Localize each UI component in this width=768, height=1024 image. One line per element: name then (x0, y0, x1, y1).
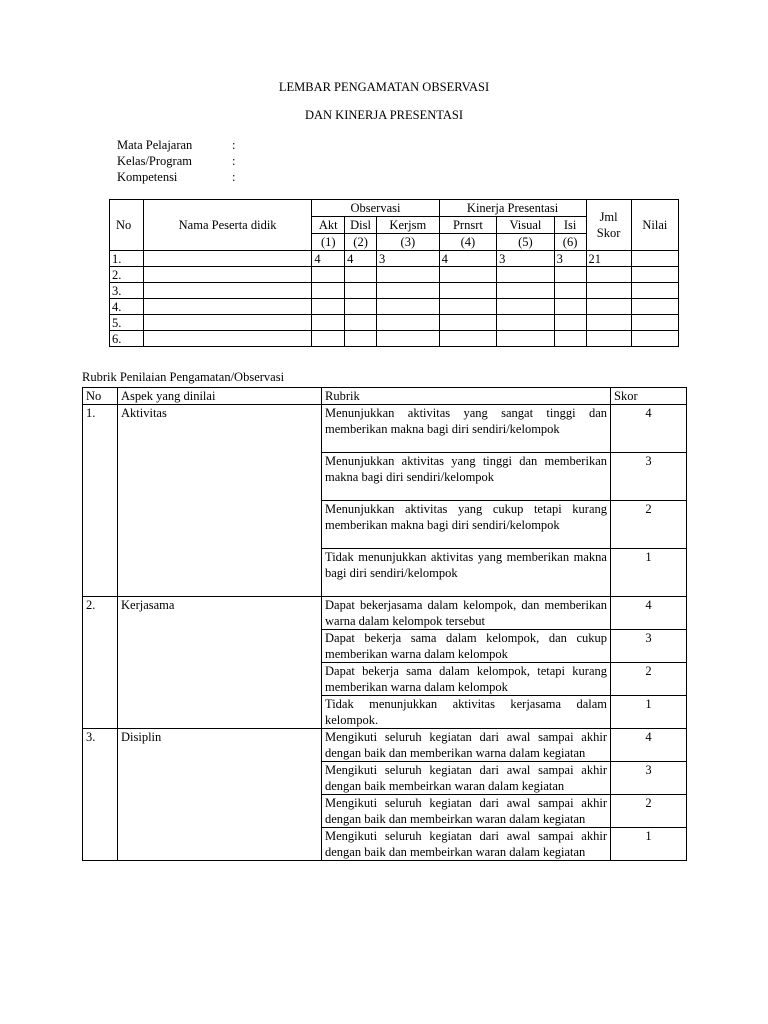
sub-disl: Disl (345, 217, 377, 234)
row-value: 3 (497, 251, 555, 267)
meta-kelas-program (117, 154, 235, 169)
col-jml-skor-header (586, 200, 631, 251)
rubric-skor: 3 (611, 762, 687, 795)
row-value (345, 299, 377, 315)
row-name (143, 267, 311, 283)
rubric-group-aspek: Disiplin (118, 729, 322, 861)
rubric-skor: 3 (611, 630, 687, 663)
row-value: 3 (554, 251, 586, 267)
document-title: LEMBAR PENGAMATAN OBSERVASI (278, 80, 490, 94)
rubric-text: Tidak menunjukkan aktivitas yang memberikan makna bagi diri sendiri/kelompok (322, 549, 611, 597)
observation-header-row (110, 200, 679, 217)
table-row (110, 267, 679, 283)
row-name (143, 315, 311, 331)
rubric-group-aspek: Kerjasama (118, 597, 322, 729)
meta-separator: : (232, 138, 236, 152)
meta-label: Kelas/Program (117, 154, 192, 168)
row-nilai (631, 283, 678, 299)
group-observasi-header: Observasi (312, 200, 439, 217)
rubric-text: Tidak menunjukkan aktivitas kerjasama dalam kelompok. (322, 696, 611, 729)
row-value (312, 299, 345, 315)
row-value (497, 331, 555, 347)
row-value (439, 299, 497, 315)
rubric-text: Mengikuti seluruh kegiatan dari awal sampai akhir dengan baik dan membeirkan waran dalam kegiatan (322, 795, 611, 828)
row-jml (586, 267, 631, 283)
meta-separator: : (232, 154, 236, 168)
rubric-col-no: No (83, 388, 118, 405)
row-nilai (631, 251, 678, 267)
row-value (312, 331, 345, 347)
rubric-skor: 1 (611, 696, 687, 729)
row-value (554, 283, 586, 299)
row-value (554, 267, 586, 283)
rubric-skor: 4 (611, 405, 687, 453)
meta-separator: : (232, 170, 236, 184)
table-row (110, 331, 679, 347)
table-row (110, 283, 679, 299)
rubric-col-aspek: Aspek yang dinilai (118, 388, 322, 405)
row-name (143, 251, 311, 267)
rubric-table (82, 387, 687, 861)
rubric-skor: 2 (611, 795, 687, 828)
row-value: 4 (312, 251, 345, 267)
document-subtitle: DAN KINERJA PRESENTASI (304, 108, 464, 122)
sub-kerjsm: Kerjsm (377, 217, 440, 234)
row-jml: 21 (586, 251, 631, 267)
row-value (377, 299, 440, 315)
row-nilai (631, 267, 678, 283)
row-name (143, 331, 311, 347)
rubric-header-row (83, 388, 687, 405)
row-value (345, 315, 377, 331)
row-value (497, 315, 555, 331)
row-value (312, 283, 345, 299)
row-nilai (631, 331, 678, 347)
rubric-skor: 4 (611, 597, 687, 630)
sub-num: (4) (439, 234, 497, 251)
rubric-col-rubrik: Rubrik (322, 388, 611, 405)
sub-num: (1) (312, 234, 345, 251)
rubric-text: Mengikuti seluruh kegiatan dari awal sampai akhir dengan baik dan membeirkan waran dalam kegiatan (322, 828, 611, 861)
sub-isi: Isi (554, 217, 586, 234)
row-value (554, 299, 586, 315)
col-no-header: No (110, 200, 144, 251)
row-value (377, 331, 440, 347)
rubric-text: Mengikuti seluruh kegiatan dari awal sampai akhir dengan baik membeirkan waran dalam kegiatan (322, 762, 611, 795)
skor-label: Skor (596, 226, 621, 240)
rubric-text: Dapat bekerja sama dalam kelompok, dan cukup memberikan warna dalam kelompok (322, 630, 611, 663)
rubric-text: Mengikuti seluruh kegiatan dari awal sampai akhir dengan baik dan memberikan warna dalam kegiatan (322, 729, 611, 762)
rubric-skor: 3 (611, 453, 687, 501)
row-jml (586, 299, 631, 315)
row-nilai (631, 315, 678, 331)
row-value (439, 283, 497, 299)
row-name (143, 299, 311, 315)
rubric-skor: 2 (611, 501, 687, 549)
rubric-text: Menunjukkan aktivitas yang sangat tinggi dan memberikan makna bagi diri sendiri/kelompok (322, 405, 611, 453)
row-value (497, 283, 555, 299)
row-no: 2. (110, 267, 144, 283)
sub-visual: Visual (497, 217, 555, 234)
jml-label: Jml (599, 210, 618, 224)
table-row (110, 251, 679, 267)
row-value (377, 283, 440, 299)
row-no: 5. (110, 315, 144, 331)
row-value (312, 315, 345, 331)
row-value (345, 283, 377, 299)
row-nilai (631, 299, 678, 315)
observation-table (109, 199, 679, 347)
rubric-group-no: 1. (83, 405, 118, 597)
meta-label: Mata Pelajaran (117, 138, 193, 152)
group-kinerja-header: Kinerja Presentasi (439, 200, 586, 217)
row-no: 6. (110, 331, 144, 347)
table-row (110, 315, 679, 331)
rubric-skor: 1 (611, 828, 687, 861)
sub-num: (3) (377, 234, 440, 251)
meta-kompetensi (117, 170, 235, 185)
rubric-group-no: 3. (83, 729, 118, 861)
row-value: 3 (377, 251, 440, 267)
rubric-skor: 1 (611, 549, 687, 597)
row-name (143, 283, 311, 299)
table-row (83, 405, 687, 453)
col-nilai-header: Nilai (631, 200, 678, 251)
table-row (83, 729, 687, 762)
row-value (439, 267, 497, 283)
meta-mata-pelajaran (117, 138, 235, 153)
row-jml (586, 331, 631, 347)
meta-label: Kompetensi (117, 170, 178, 184)
row-value (554, 315, 586, 331)
rubric-text: Dapat bekerja sama dalam kelompok, tetapi kurang memberikan warna dalam kelompok (322, 663, 611, 696)
row-value (377, 267, 440, 283)
row-value (497, 267, 555, 283)
rubric-skor: 4 (611, 729, 687, 762)
table-row (110, 299, 679, 315)
col-name-header: Nama Peserta didik (143, 200, 311, 251)
rubric-text: Menunjukkan aktivitas yang cukup tetapi kurang memberikan makna bagi diri sendiri/kelompok (322, 501, 611, 549)
rubric-skor: 2 (611, 663, 687, 696)
row-jml (586, 283, 631, 299)
row-value: 4 (439, 251, 497, 267)
sub-num: (5) (497, 234, 555, 251)
sub-prnsrt: Prnsrt (439, 217, 497, 234)
rubric-group-aspek: Aktivitas (118, 405, 322, 597)
row-no: 3. (110, 283, 144, 299)
row-value (497, 299, 555, 315)
row-jml (586, 315, 631, 331)
row-value (554, 331, 586, 347)
rubric-text: Dapat bekerjasama dalam kelompok, dan memberikan warna dalam kelompok tersebut (322, 597, 611, 630)
row-value (345, 267, 377, 283)
row-no: 4. (110, 299, 144, 315)
table-row (83, 597, 687, 630)
row-value (439, 331, 497, 347)
sub-akt: Akt (312, 217, 345, 234)
rubric-col-skor: Skor (611, 388, 687, 405)
row-value: 4 (345, 251, 377, 267)
row-value (345, 331, 377, 347)
row-value (312, 267, 345, 283)
row-no: 1. (110, 251, 144, 267)
sub-num: (6) (554, 234, 586, 251)
row-value (377, 315, 440, 331)
sub-num: (2) (345, 234, 377, 251)
rubric-caption: Rubrik Penilaian Pengamatan/Observasi (82, 370, 285, 384)
rubric-group-no: 2. (83, 597, 118, 729)
row-value (439, 315, 497, 331)
rubric-text: Menunjukkan aktivitas yang tinggi dan memberikan makna bagi diri sendiri/kelompok (322, 453, 611, 501)
